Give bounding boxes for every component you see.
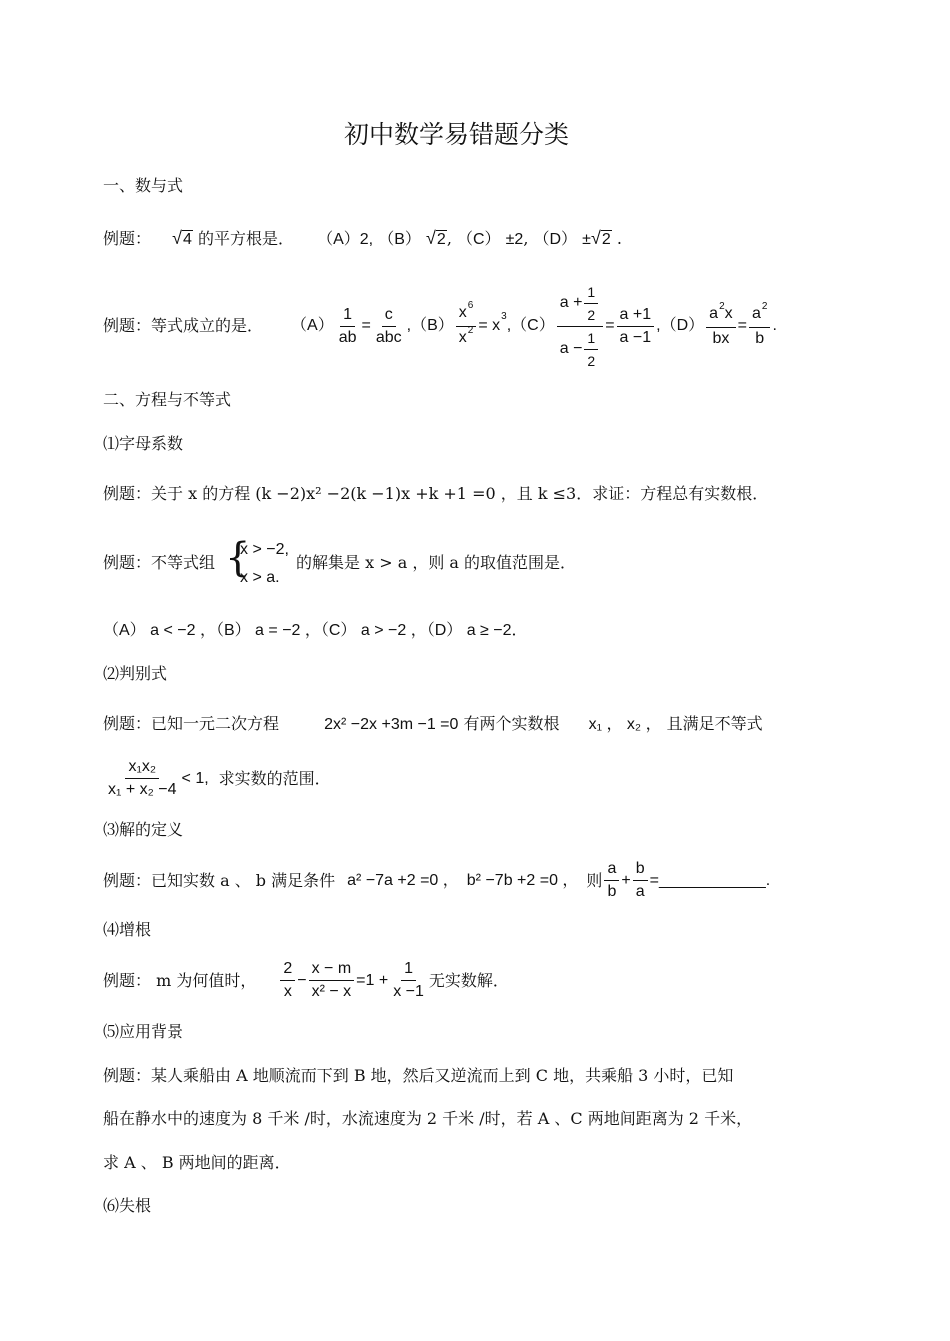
example-discriminant-line1: 例题：已知一元二次方程 2x² −2x +3m −1 =0 有两个实数根 x₁ ， x₂ ， 且满足不等式	[103, 714, 763, 733]
application-line-2: 船在静水中的速度为 8 千米 /时，水流速度为 2 千米 /时，若 A 、C 两地间距离为 2 千米，	[103, 1109, 753, 1128]
subsection-heading-letter-coefficients: ⑴字母系数	[103, 434, 184, 453]
fraction: $\frac{a^2x}{bx}$	[706, 305, 735, 348]
compound-fraction: a + $\frac{1}{2}$ a − $\frac{1}{2}$	[557, 283, 603, 370]
section-heading-1: 一、数与式	[103, 176, 184, 195]
subsection-heading-extraneous-root: ⑷增根	[103, 920, 152, 939]
fraction: $\frac{a^2}{b}$	[749, 305, 770, 348]
fraction: $\frac{x - m}{\text{x² − x}}$	[309, 960, 355, 1001]
brace-symbol: {	[225, 535, 251, 581]
fraction: $\frac{x^6}{x^2}$	[456, 304, 477, 349]
inequality-choices: （A） a < −2 ，（B） a = −2 ，（C） a > −2 ，（D） a ≥ −2．	[103, 622, 528, 639]
page-title: 初中数学易错题分类	[344, 120, 570, 149]
example-solution-definition: 例题：已知实数 a 、 b 满足条件 a² −7a +2 =0 ， b² −7b +2 =0 ， 则 $\frac{a}{b}$ + $\frac{b}{a}$ =____________.	[103, 860, 771, 900]
inequality-line-2: x > a.	[240, 569, 280, 586]
choice-d-sqrt: √2	[590, 228, 611, 248]
example-discriminant-line2: $\frac{\text{x₁x₂}}{\text{x₁ + x₂ −4}}$ < 1, 求实数的范围．	[103, 758, 331, 799]
inequality-line-1: x > −2,	[240, 541, 289, 558]
example-quadratic-real-roots: 例题：关于 x 的方程 (k −2)x² −2(k −1)x +k +1 =0 ，且 k ≤3．求证：方程总有实数根．	[103, 484, 769, 503]
choice-b-sqrt: √2	[426, 228, 446, 248]
subsection-heading-discriminant: ⑵判别式	[103, 664, 168, 683]
example-sqrt-question: 例题： √4 的平方根是． （A）2, （B） √2, （C） ±2, （D） ±√2 .	[103, 228, 622, 248]
application-line-3: 求 A 、 B 两地间的距离．	[103, 1153, 291, 1172]
fraction: $\frac{1}{x -1}$	[393, 960, 424, 1000]
example-extraneous-root: 例题： m 为何值时， $\frac{2}{x}$ − $\frac{x - m}{\text{x² − x}}$ =1 + $\frac{1}{x -1}$ 无实数解．	[103, 960, 509, 1000]
application-line-1: 例题：某人乘船由 A 地顺流而下到 B 地，然后又逆流而上到 C 地，共乘船 3 小时，已知	[103, 1066, 734, 1085]
example-inequality-system-tail: 的解集是 x > a ，则 a 的取值范围是．	[296, 553, 577, 572]
fraction: $\frac{1}{ab}$	[338, 305, 357, 346]
fraction: $\frac{\text{x₁x₂}}{\text{x₁ + x₂ −4}}$	[108, 758, 177, 798]
subsection-heading-lost-root: ⑹失根	[103, 1196, 152, 1215]
fraction: $\frac{c}{\text{abc}}$	[375, 305, 402, 346]
fraction: $\frac{a +1}{a -1}$	[617, 306, 655, 347]
subsection-heading-solution-definition: ⑶解的定义	[103, 820, 184, 839]
example-inequality-system-lead: 例题：不等式组	[103, 553, 216, 572]
fraction: $\frac{a}{b}$	[604, 860, 619, 901]
subsection-heading-application: ⑸应用背景	[103, 1022, 184, 1041]
example-equality-choices: 例题：等式成立的是． （A） $\frac{1}{ab}$ = $\frac{c}{\text{abc}}$ , （B） $\frac{x^6}{x^2}$ = x 3 , （C） a + $\frac{1}{2}$ a − $\frac{1}{2}$ = $\frac{a +1}{a -1}$ , （D） $\frac{a^2x}{bx}$ = $\frac{a^2}{b}$ .	[103, 283, 777, 369]
sqrt-expression: √4	[172, 228, 192, 248]
section-heading-2: 二、方程与不等式	[103, 390, 232, 409]
fraction: $\frac{2}{x}$	[280, 960, 295, 1001]
fraction: $\frac{b}{a}$	[633, 860, 648, 901]
